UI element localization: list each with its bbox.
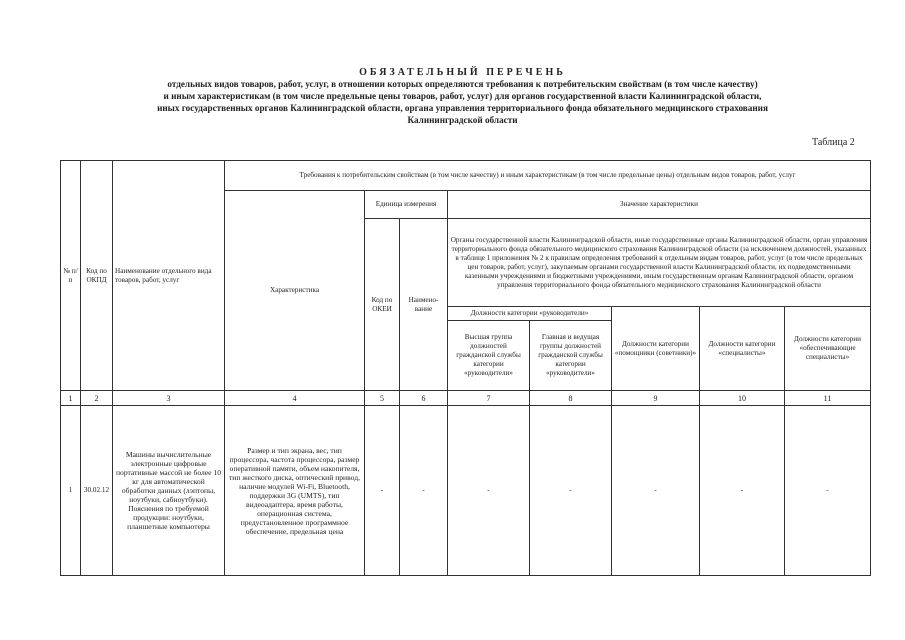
header-organs: Органы государственной власти Калининградской области, иные государственные органы Калининградской области, орган управления территориального фонда обязательного медицинского страхования Калининградской области (за исключением должностей, указанных в таблице 1 приложения № 2 к правилам определения требований к отдельным видам товаров, работ, услуг (в том числе предельных цен товаров, работ, услуг), закупаемым органами государственной власти Калининградской области, их подведомственными казенными учреждениями и бюджетными учреждениями, иным государственным органам Калининградской области, органом управления территориального фонда обязательного медицинского страхования Калининградской области (448, 219, 871, 307)
col-number: 4 (225, 391, 365, 406)
col-number: 3 (113, 391, 225, 406)
row-col11: - (785, 406, 871, 576)
col-number: 7 (448, 391, 530, 406)
header-characteristic: Характеристика (225, 191, 365, 391)
col-number: 8 (530, 391, 612, 406)
col-number: 11 (785, 391, 871, 406)
document-title: ОБЯЗАТЕЛЬНЫЙ ПЕРЕЧЕНЬ (359, 67, 566, 78)
requirements-table (60, 160, 871, 576)
header-col10: Должности категории «специалисты» (700, 307, 785, 391)
subtitle-line: Калининградской области (407, 115, 518, 125)
header-col9: Должности категории «помощники (советники)» (612, 307, 700, 391)
col-number: 10 (700, 391, 785, 406)
row-col9: - (612, 406, 700, 576)
header-col8: Главная и ведущая группы должностей гражданской службы категории «руководители» (530, 321, 612, 391)
table-label: Таблица 2 (812, 137, 855, 148)
header-unit: Единица измерения (365, 191, 448, 219)
title-block (0, 67, 905, 126)
header-requirements: Требования к потребительским свойствам (в том числе качеству) и иным характеристикам (в том числе предельные цены) отдельным видов товаров, работ, услуг (225, 161, 871, 191)
header-name: Наименование отдельного вида товаров, работ, услуг (113, 161, 225, 391)
col-number: 2 (81, 391, 113, 406)
header-num: № п/п (61, 161, 81, 391)
col-number: 5 (365, 391, 400, 406)
header-okei: Код по ОКЕИ (365, 219, 400, 391)
col-number: 1 (61, 391, 81, 406)
subtitle-line: и иным характеристикам (в том числе предельные цены товаров, работ, услуг) для органов государственной власти Калининградской области, (163, 91, 762, 101)
header-col11: Должности категории «обеспечивающие специалисты» (785, 307, 871, 391)
row-name: Машины вычислительные электронные цифровые портативные массой не более 10 кг для автоматической обработки данных (лэптопы, ноутбуки, сабноутбуки). Пояснения по требуемой продукции: ноутбуки, планшетные компьютеры (113, 406, 225, 576)
row-col7: - (448, 406, 530, 576)
row-okpd: 30.02.12 (81, 406, 113, 576)
header-okpd: Код по ОКПД (81, 161, 113, 391)
row-col8: - (530, 406, 612, 576)
col-number: 9 (612, 391, 700, 406)
row-unitname: - (400, 406, 448, 576)
header-unitname: Наимено-вание (400, 219, 448, 391)
row-okei: - (365, 406, 400, 576)
header-value: Значение характеристики (448, 191, 871, 219)
row-num: 1 (61, 406, 81, 576)
table-row (61, 406, 871, 576)
col-number: 6 (400, 391, 448, 406)
row-col10: - (700, 406, 785, 576)
subtitle-line: иных государственных органов Калининградской области, органа управления территориального фонда обязательного медицинского страхования (157, 103, 768, 113)
header-leaders: Должности категории «руководители» (448, 307, 612, 321)
header-col7: Высшая группа должностей гражданской службы категории «руководители» (448, 321, 530, 391)
subtitle-line: отдельных видов товаров, работ, услуг, в отношении которых определяются требования к потребительским свойствам (в том числе качеству) (167, 79, 758, 89)
row-characteristic: Размер и тип экрана, вес, тип процессора, частота процессора, размер оперативной памяти, объем накопителя, тип жесткого диска, оптический привод, наличие модулей Wi-Fi, Bluetooth, поддержки 3G (UMTS), тип видеоадаптера, время работы, операционная система, предустановленное программное обеспечение, предельная цена (225, 406, 365, 576)
